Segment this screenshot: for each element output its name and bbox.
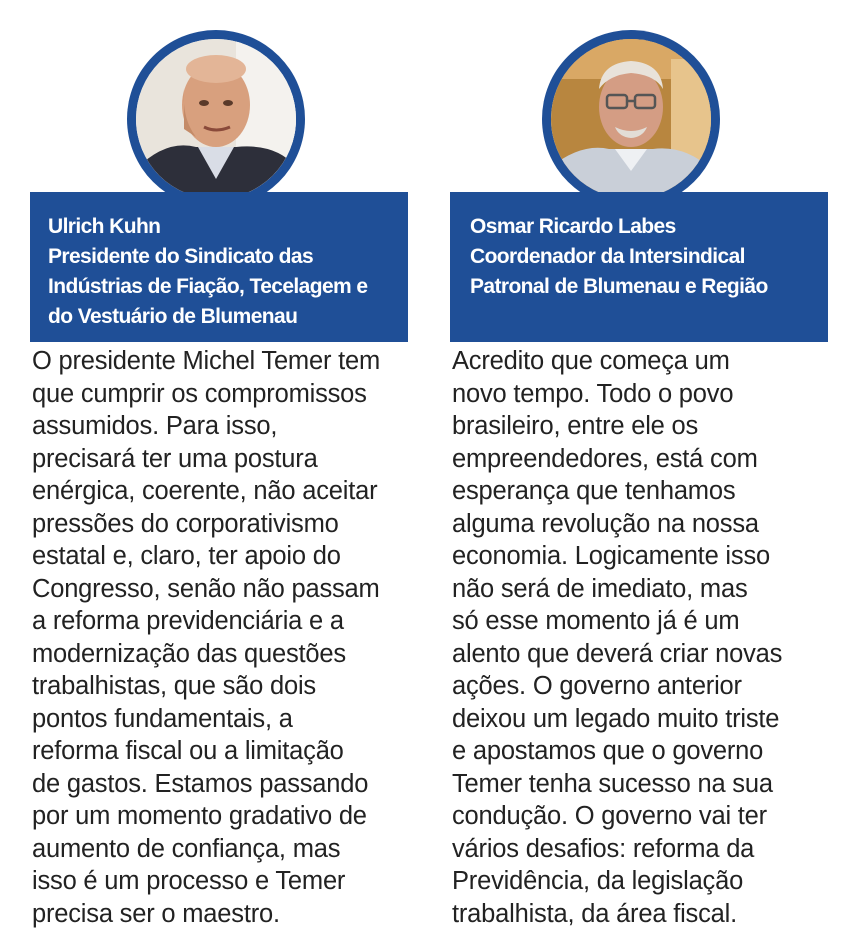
quote-line: O presidente Michel Temer tem <box>32 347 381 375</box>
quote-line: economia. Logicamente isso <box>452 542 770 570</box>
quote-line: esperança que tenhamos <box>452 477 736 505</box>
quote-line: modernização das questões <box>32 639 346 668</box>
quote-text <box>452 345 834 930</box>
person-title-line: Indústrias de Fiação, Tecelagem e <box>48 275 368 298</box>
quote-line: estatal e, claro, ter apoio do <box>32 542 341 570</box>
quote-line: alguma revolução na nossa <box>452 509 759 538</box>
quote-line: que cumprir os compromissos <box>32 379 367 408</box>
portrait-photo <box>127 30 305 208</box>
quote-line: deixou um legado muito triste <box>452 704 780 733</box>
quote-line: brasileiro, entre ele os <box>452 412 699 440</box>
quote-line: vários desafios: reforma da <box>452 834 755 863</box>
quote-line: aumento de confiança, mas <box>32 834 341 863</box>
quote-line: pontos fundamentais, a <box>32 704 293 733</box>
quote-line: ações. O governo anterior <box>452 672 742 700</box>
name-banner <box>30 192 408 342</box>
quote-line: condução. O governo vai ter <box>452 802 767 830</box>
quote-line: Acredito que começa um <box>452 347 730 375</box>
quote-text <box>32 345 414 930</box>
quote-line: novo tempo. Todo o povo <box>452 379 734 408</box>
person-title-line: do Vestuário de Blumenau <box>48 305 298 328</box>
quote-line: pressões do corporativismo <box>32 509 339 538</box>
person-name: Osmar Ricardo Labes <box>470 215 676 238</box>
quote-line: Previdência, da legislação <box>452 867 744 895</box>
quote-line: enérgica, coerente, não aceitar <box>32 477 378 505</box>
quote-line: e apostamos que o governo <box>452 737 764 765</box>
quote-line: não será de imediato, mas <box>452 574 748 603</box>
quote-line: só esse momento já é um <box>452 607 740 635</box>
person-name: Ulrich Kuhn <box>48 215 161 238</box>
name-banner <box>450 192 828 342</box>
quote-line: empreendedores, está com <box>452 444 758 473</box>
quote-line: trabalhista, da área fiscal. <box>452 899 737 928</box>
person-title-line: Coordenador da Intersindical <box>470 245 745 268</box>
quote-line: por um momento gradativo de <box>32 802 367 830</box>
portrait-image <box>136 39 296 199</box>
quote-line: precisará ter uma postura <box>32 444 318 473</box>
portrait-image <box>551 39 711 199</box>
quote-line: de gastos. Estamos passando <box>32 769 369 798</box>
quote-line: Congresso, senão não passam <box>32 574 380 603</box>
quote-line: isso é um processo e Temer <box>32 867 346 895</box>
quote-line: trabalhistas, que são dois <box>32 672 316 700</box>
quote-line: a reforma previdenciária e a <box>32 607 344 635</box>
portrait-photo <box>542 30 720 208</box>
quote-line: reforma fiscal ou a limitação <box>32 737 344 765</box>
quote-line: Temer tenha sucesso na sua <box>452 769 773 798</box>
person-title-line: Patronal de Blumenau e Região <box>470 275 768 298</box>
quote-line: alento que deverá criar novas <box>452 639 783 668</box>
quote-line: precisa ser o maestro. <box>32 899 280 928</box>
person-title-line: Presidente do Sindicato das <box>48 245 314 268</box>
quote-line: assumidos. Para isso, <box>32 412 278 440</box>
